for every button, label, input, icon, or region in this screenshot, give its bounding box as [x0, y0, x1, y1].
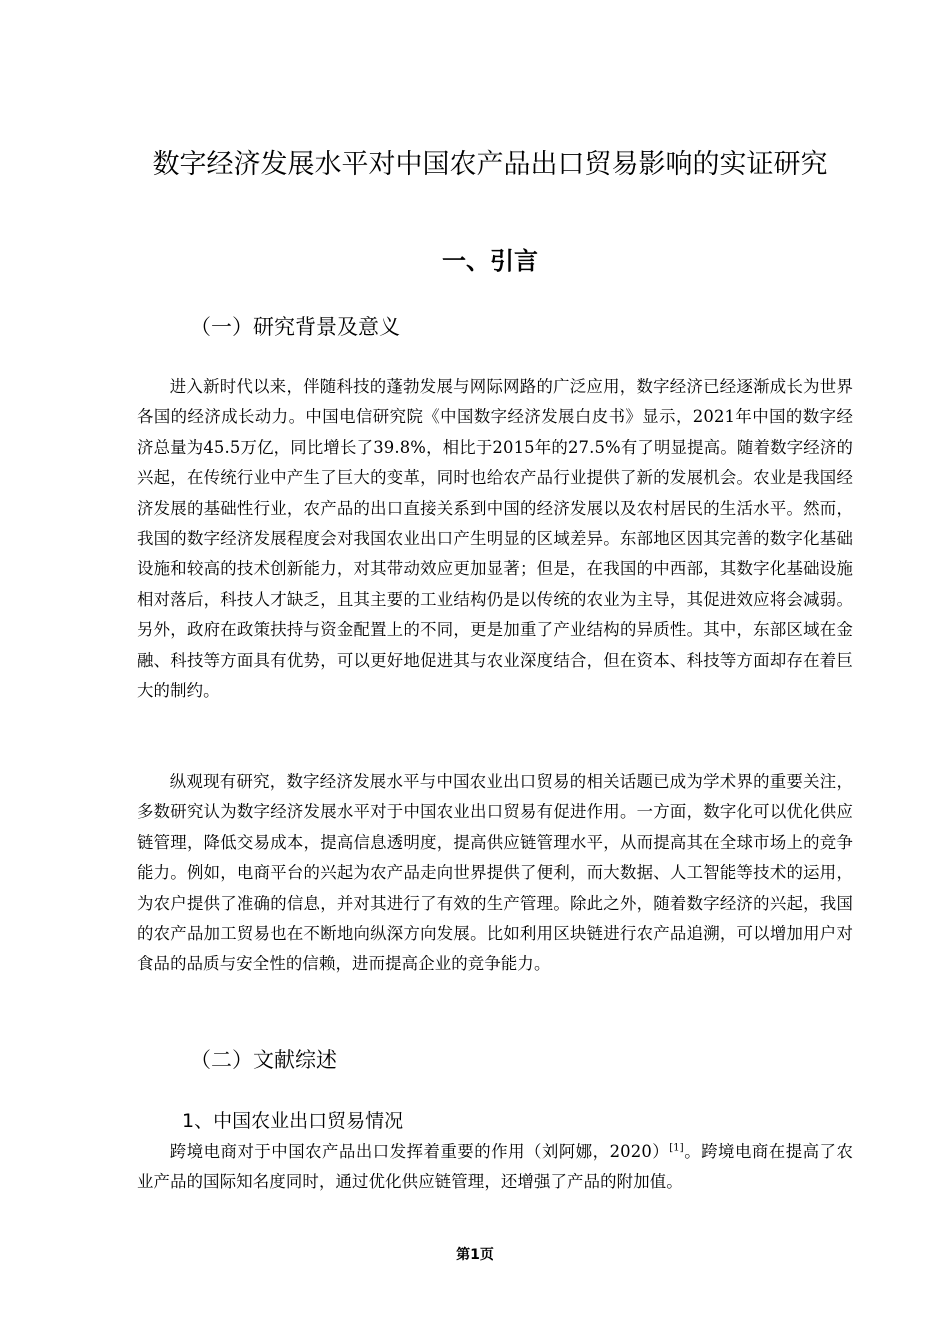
- paragraph-text-before-citation: 跨境电商对于中国农产品出口发挥着重要的作用（刘阿娜，2020）: [169, 1142, 670, 1161]
- paragraph-background: 进入新时代以来，伴随科技的蓬勃发展与网际网路的广泛应用，数字经济已经逐渐成长为世界各国的经济成长动力。中国电信研究院《中国数字经济发展白皮书》显示，2021年中国的数字经济总量为45.5万亿，同比增长了39.8%，相比于2015年的27.5%有了明显提高。随着数字经济的兴起，在传统行业中产生了巨大的变革，同时也给农产品行业提供了新的发展机会。农业是我国经济发展的基础性行业，农产品的出口直接关系到中国的经济发展以及农村居民的生活水平。然而，我国的数字经济发展程度会对我国农业出口产生明显的区域差异。东部地区因其完善的数字化基础设施和较高的技术创新能力，对其带动效应更加显著；但是，在我国的中西部，其数字化基础设施相对落后，科技人才缺乏，且其主要的工业结构仍是以传统的农业为主导，其促进效应将会减弱。另外，政府在政策扶持与资金配置上的不同，更是加重了产业结构的异质性。其中，东部区域在金融、科技等方面具有优势，可以更好地促进其与农业深度结合，但在资本、科技等方面却存在着巨大的制约。: [137, 377, 853, 701]
- subsubsection-heading-export-trade: 1、中国农业出口贸易情况: [182, 1110, 404, 1132]
- subsection-heading-background: （一）研究背景及意义: [190, 315, 400, 339]
- citation-reference[interactable]: [1]: [669, 1142, 684, 1154]
- document-title: 数字经济发展水平对中国农产品出口贸易影响的实证研究: [152, 149, 828, 180]
- subsection-heading-literature-review: （二）文献综述: [190, 1048, 337, 1072]
- page-number: 第1页: [456, 1247, 494, 1263]
- section-heading-introduction: 一、引言: [442, 247, 538, 275]
- paragraph-existing-research: 纵观现有研究，数字经济发展水平与中国农业出口贸易的相关话题已成为学术界的重要关注，多数研究认为数字经济发展水平对于中国农业出口贸易有促进作用。一方面，数字化可以优化供应链管理，降低交易成本，提高信息透明度，提高供应链管理水平，从而提高其在全球市场上的竞争能力。例如，电商平台的兴起为农产品走向世界提供了便利，而大数据、人工智能等技术的运用，为农户提供了准确的信息，并对其进行了有效的生产管理。除此之外，随着数字经济的兴起，我国的农产品加工贸易也在不断地向纵深方向发展。比如利用区块链进行农产品追溯，可以增加用户对食品的品质与安全性的信赖，进而提高企业的竞争能力。: [137, 772, 853, 974]
- paragraph-text-after-citation: 。跨境电商在提高了农业产品的国际知名度同时，通过优化供应链管理，还增强了产品的附加值。: [137, 1142, 853, 1192]
- paragraph-cross-border-ecommerce: [137, 1137, 853, 1198]
